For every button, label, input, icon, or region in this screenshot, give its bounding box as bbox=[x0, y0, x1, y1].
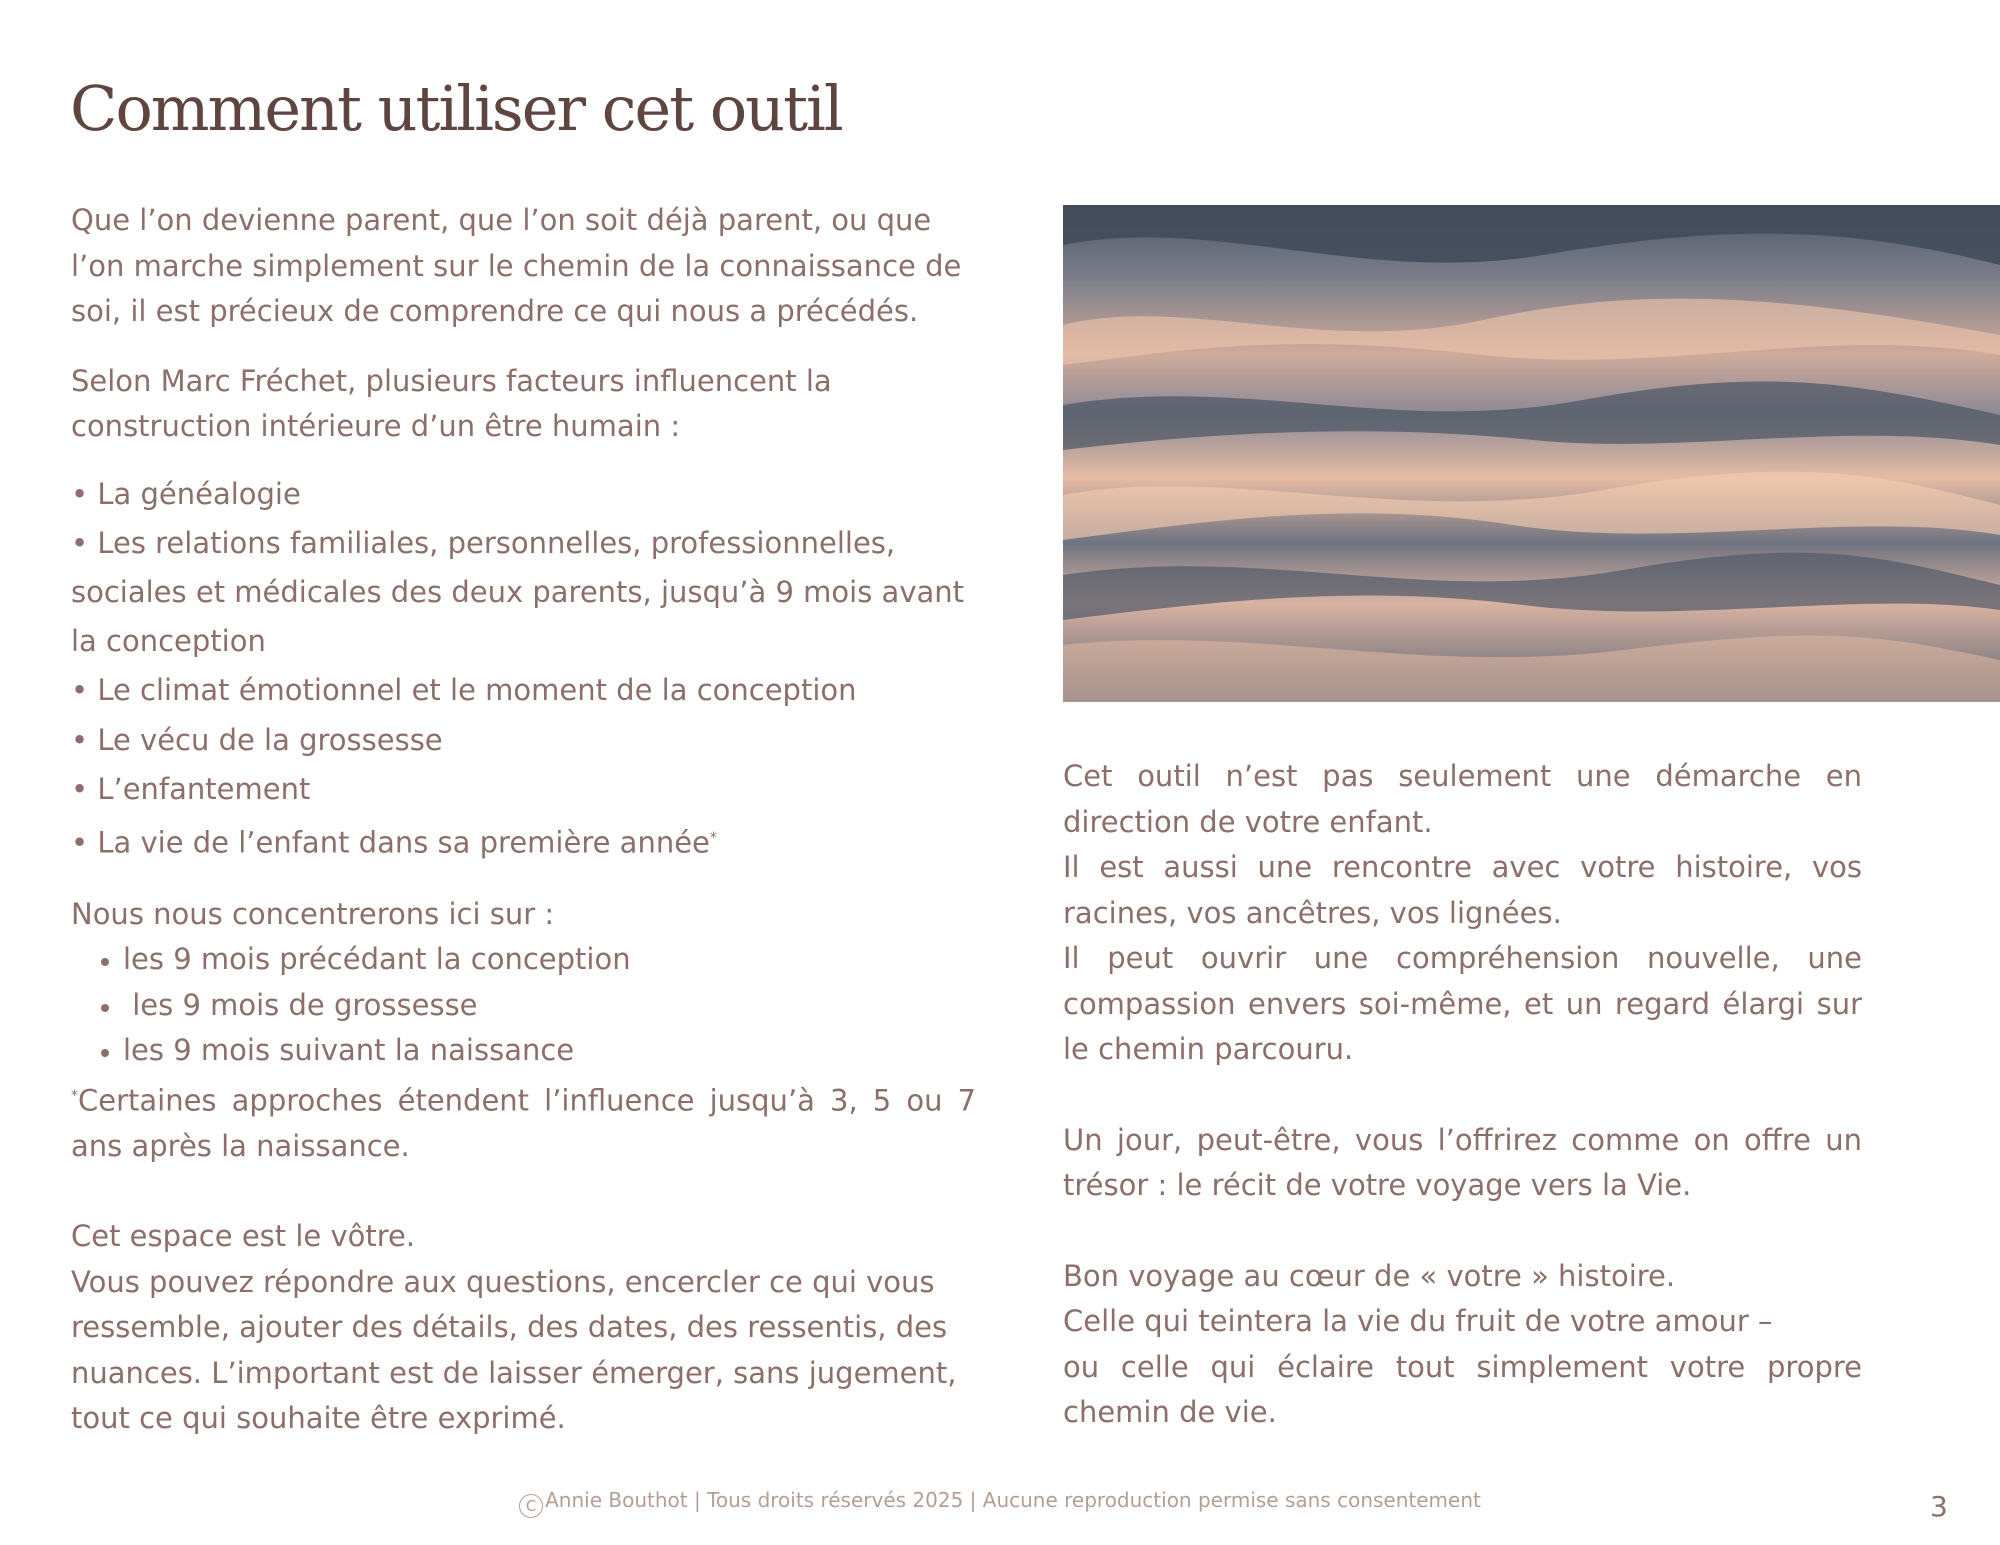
right-column bbox=[1063, 754, 1862, 1436]
footnote bbox=[71, 1074, 976, 1170]
right-paragraph: Un jour, peut-être, vous l’offrirez comme on offre un trésor : le récit de votre voyage vers la Vie. bbox=[1063, 1122, 1862, 1202]
water-surface-photo bbox=[1063, 205, 2000, 702]
focus-intro: Nous nous concentrerons ici sur : bbox=[71, 896, 555, 931]
spacer bbox=[1063, 1073, 1862, 1118]
space-title: Cet espace est le vôtre. bbox=[71, 1219, 416, 1254]
factor-item-text: • La vie de l’enfant dans sa première année bbox=[71, 825, 710, 860]
water-ripples-image bbox=[1063, 205, 2000, 702]
left-column bbox=[71, 198, 976, 1442]
factor-item: • Le vécu de la grossesse bbox=[71, 722, 443, 757]
space-text: Vous pouvez répondre aux questions, encercler ce qui vous ressemble, ajouter des détails, des dates, des ressentis, des nuances. L’important est de laisser émerger, sans jugement, tout ce qui souhaite être exprimé. bbox=[71, 1264, 957, 1436]
factors-list bbox=[71, 470, 976, 868]
factor-item: • Le climat émotionnel et le moment de la conception bbox=[71, 673, 857, 708]
right-paragraph: ou celle qui éclaire tout simplement votre propre chemin de vie. bbox=[1063, 1349, 1862, 1429]
right-paragraph: Cet outil n’est pas seulement une démarche en direction de votre enfant. bbox=[1063, 759, 1862, 839]
spacer bbox=[1063, 1209, 1862, 1254]
factors-intro: Selon Marc Fréchet, plusieurs facteurs influencent la construction intérieure d’un être humain : bbox=[71, 363, 832, 443]
focus-item: • les 9 mois précédant la conception bbox=[123, 937, 976, 983]
spacer bbox=[71, 1169, 976, 1214]
footer-text: Annie Bouthot | Tous droits réservés 2025 | Aucune reproduction permise sans consentement bbox=[545, 1488, 1481, 1512]
footer bbox=[0, 1488, 2000, 1518]
right-paragraph: Bon voyage au cœur de « votre » histoire. bbox=[1063, 1258, 1676, 1293]
factor-item bbox=[71, 814, 976, 868]
focus-item: • les 9 mois suivant la naissance bbox=[123, 1028, 976, 1074]
intro-paragraph: Que l’on devienne parent, que l’on soit déjà parent, ou que l’on marche simplement sur le chemin de la connaissance de soi, il est précieux de comprendre ce qui nous a précédés. bbox=[71, 203, 962, 328]
footnote-marker: * bbox=[709, 829, 717, 846]
right-paragraph: Il est aussi une rencontre avec votre histoire, vos racines, vos ancêtres, vos lignées. bbox=[1063, 850, 1862, 930]
right-paragraph: Celle qui teintera la vie du fruit de votre amour – bbox=[1063, 1304, 1773, 1338]
page-title: Comment utiliser cet outil bbox=[70, 72, 842, 145]
factor-item: • L’enfantement bbox=[71, 771, 311, 806]
factor-item: • La généalogie bbox=[71, 476, 301, 511]
footnote-marker: * bbox=[71, 1087, 78, 1104]
page-number: 3 bbox=[1930, 1490, 1948, 1523]
footnote-text: Certaines approches étendent l’influence jusqu’à 3, 5 ou 7 ans après la naissance. bbox=[71, 1083, 976, 1163]
copyright-icon: C bbox=[519, 1494, 543, 1518]
focus-item: • les 9 mois de grossesse bbox=[123, 983, 976, 1029]
right-paragraph: Il peut ouvrir une compréhension nouvelle, une compassion envers soi-même, et un regard élargi sur le chemin parcouru. bbox=[1063, 941, 1862, 1066]
focus-list bbox=[71, 937, 976, 1074]
factor-item: • Les relations familiales, personnelles, professionnelles, sociales et médicales des deux parents, jusqu’à 9 mois avant la conception bbox=[71, 525, 965, 659]
